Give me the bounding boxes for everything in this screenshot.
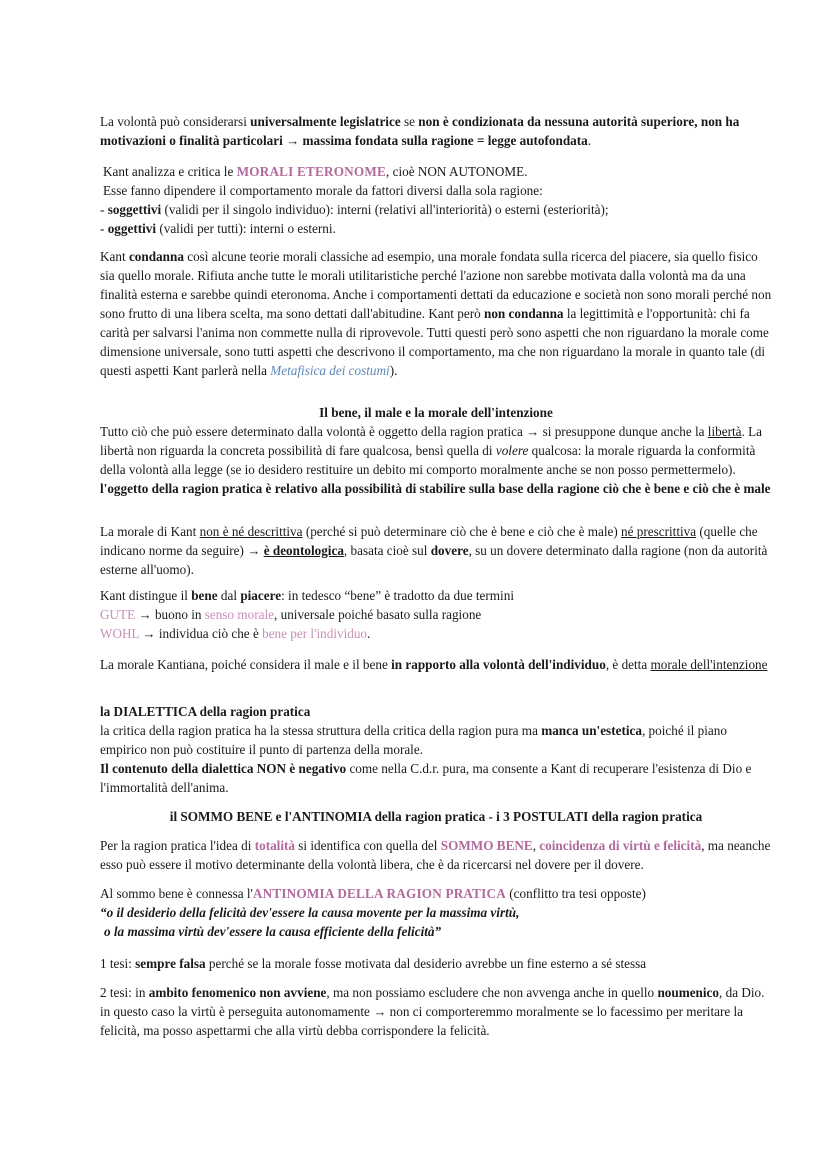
bold-text: universalmente legislatrice bbox=[250, 114, 401, 129]
highlight-term: totalità bbox=[254, 838, 295, 853]
text: perché se la morale fosse motivata dal desiderio avrebbe un fine esterno a sé stessa bbox=[205, 956, 647, 971]
list-item bbox=[100, 219, 772, 238]
text: Per la ragion pratica l'idea di bbox=[100, 838, 255, 853]
underlined-text: libertà bbox=[707, 424, 742, 439]
bullet: - bbox=[100, 221, 108, 236]
paragraph-bene-piacere bbox=[100, 586, 772, 643]
text: Al sommo bene è connessa l' bbox=[100, 886, 253, 901]
book-title-link[interactable]: Metafisica dei costumi bbox=[270, 363, 390, 378]
paragraph-antinomia bbox=[100, 884, 772, 941]
paragraph-totalita bbox=[100, 836, 772, 874]
bold-text: l'oggetto della ragion pratica è relativo alla possibilità di stabilire sulla base della ragione ciò che è bene e ciò che è male bbox=[100, 481, 771, 496]
quote-line: “o il desiderio della felicità dev'essere la causa movente per la massima virtù, bbox=[100, 905, 520, 920]
italic-text: volere bbox=[495, 443, 529, 458]
paragraph-tesi-1 bbox=[100, 954, 772, 973]
text: , poiché il piano empirico non può costituire il punto di partenza della morale. bbox=[100, 723, 727, 757]
paragraph-tesi-2 bbox=[100, 983, 772, 1040]
highlight-term: MORALI ETERONOME bbox=[236, 164, 386, 179]
text: qualcosa: la morale riguarda la conformità della volontà alla legge (se io desidero restituire un debito mi comporto moralmente anche se non posso permettermelo). bbox=[100, 443, 756, 477]
bold-text: manca un'estetica bbox=[541, 723, 642, 738]
bold-text: ambito fenomenico non avviene bbox=[148, 985, 327, 1000]
bullet: - bbox=[100, 202, 108, 217]
text: . La libertà non riguarda la concreta possibilità di fare qualcosa, bensì quella di bbox=[100, 424, 762, 458]
paragraph-volonta-legislatrice bbox=[100, 112, 772, 150]
text: , su un dovere determinato dalla ragione (non da autorità esterne all'uomo). bbox=[100, 543, 768, 577]
bold-text: noumenico bbox=[657, 985, 719, 1000]
text: : in tedesco “bene” è tradotto da due termini bbox=[281, 588, 514, 603]
highlight-term: bene per l'individuo bbox=[262, 626, 368, 641]
bold-text: non è condizionata da nessuna autorità superiore, non ha motivazioni o finalità particolari → massima fondata sulla ragione = legge autofondata bbox=[100, 114, 740, 148]
text: (perché si può determinare ciò che è bene e ciò che è male) bbox=[302, 524, 622, 539]
text: si identifica con quella del bbox=[295, 838, 441, 853]
text: 1 tesi: bbox=[100, 956, 136, 971]
german-term: WOHL bbox=[100, 626, 140, 641]
text: Kant bbox=[100, 249, 129, 264]
term-wohl bbox=[100, 624, 772, 643]
text: ). bbox=[389, 363, 398, 378]
bold-text: Il contenuto della dialettica NON è negativo bbox=[100, 761, 347, 776]
section-heading-dialettica: la DIALETTICA della ragion pratica bbox=[100, 704, 311, 719]
bold-text: soggettivi bbox=[107, 202, 162, 217]
text: , universale poiché basato sulla ragione bbox=[274, 607, 482, 622]
bold-text: bene bbox=[191, 588, 218, 603]
text: 2 tesi: in bbox=[100, 985, 149, 1000]
term-gute bbox=[100, 605, 772, 624]
bold-text: sempre falsa bbox=[135, 956, 206, 971]
text: Tutto ciò che può essere determinato dalla volontà è oggetto della ragion pratica → si presuppone dunque anche la bbox=[100, 424, 708, 439]
paragraph-dialettica bbox=[100, 721, 772, 797]
paragraph-morali-eteronome bbox=[100, 162, 772, 238]
text: così alcune teorie morali classiche ad esempio, una morale fondata sulla ricerca del piacere, sia quello fisico sia quello morale. Rifiuta anche tutte le morali utilitaristiche perché l'azione non sarebbe motivata dalla volontà ma da una finalità esterna e sarebbe quindi eteronoma. Anche i comportamenti dettati da educazione e società non sono morali perché non sono frutto di una libera scelta, ma sono dettati dall'abitudine. Kant però bbox=[100, 249, 772, 321]
underlined-text: né prescrittiva bbox=[621, 524, 697, 539]
text: la legittimità e l'opportunità: chi fa carità per salvarsi l'anima non commette nulla di riprovevole. Tutti questi però sono aspetti che non riguardano la morale come dimensione universale, sono tutti aspetti che descrivono il comportamento, ma che non riguardano la morale in quanto tale (di questi aspetti Kant parlerà nella bbox=[100, 306, 769, 378]
section-heading-sommo-bene: il SOMMO BENE e l'ANTINOMIA della ragion pratica - i 3 POSTULATI della ragion pratica bbox=[169, 809, 703, 824]
text: La volontà può considerarsi bbox=[100, 114, 251, 129]
text: , ma non possiamo escludere che non avvenga anche in quello bbox=[326, 985, 658, 1000]
highlight-term: senso morale bbox=[204, 607, 274, 622]
underlined-text: morale dell'intenzione bbox=[650, 657, 768, 672]
highlight-term: coincidenza di virtù e felicità bbox=[539, 838, 702, 853]
bold-text: piacere bbox=[240, 588, 282, 603]
text: , da Dio. in questo caso la virtù è perseguita autonomamente → non ci comporteremmo moralmente se lo facessimo per meritare la felicità, ma posso aspettarmi che alla virtù debba corrispondere la felicità. bbox=[100, 985, 765, 1038]
underlined-text: non è né descrittiva bbox=[199, 524, 303, 539]
text: . bbox=[587, 133, 592, 148]
text: , ma neanche esso può essere il motivo determinante della volontà libera, che è da ricercarsi nel dovere per il dovere. bbox=[100, 838, 771, 872]
text: → individua ciò che è bbox=[139, 626, 263, 641]
text: dal bbox=[217, 588, 241, 603]
text: se bbox=[400, 114, 419, 129]
text: . bbox=[367, 626, 371, 641]
highlight-term: SOMMO BENE bbox=[440, 838, 533, 853]
text: , bbox=[532, 838, 540, 853]
line bbox=[100, 586, 772, 605]
paragraph-morale-intenzione bbox=[100, 655, 772, 674]
bold-underlined-text: è deontologica bbox=[263, 543, 344, 558]
bold-text: oggettivi bbox=[107, 221, 157, 236]
paragraph-ragion-pratica bbox=[100, 422, 772, 498]
text: , basata cioè sul bbox=[343, 543, 431, 558]
highlight-term: ANTINOMIA DELLA RAGION PRATICA bbox=[252, 886, 506, 901]
text: La morale Kantiana, poiché considera il male e il bene bbox=[100, 657, 392, 672]
paragraph-morale-deontologica bbox=[100, 522, 772, 579]
text: La morale di Kant bbox=[100, 524, 200, 539]
text: (conflitto tra tesi opposte) bbox=[505, 886, 646, 901]
section-heading-bene-male: Il bene, il male e la morale dell'intenzione bbox=[319, 405, 553, 420]
text: , cioè NON AUTONOME. bbox=[386, 164, 528, 179]
list-item bbox=[100, 200, 772, 219]
text: Kant distingue il bbox=[100, 588, 192, 603]
line bbox=[100, 884, 772, 903]
paragraph-kant-condanna bbox=[100, 247, 772, 380]
bold-text: in rapporto alla volontà dell'individuo bbox=[391, 657, 606, 672]
line bbox=[100, 162, 772, 181]
text: (validi per il singolo individuo): interni (relativi all'interiorità) o esterni (esteriorità); bbox=[161, 202, 609, 217]
bold-text: non condanna bbox=[483, 306, 564, 321]
text: (quelle che indicano norme da seguire) → bbox=[100, 524, 758, 558]
text: → buono in bbox=[135, 607, 205, 622]
bold-text: dovere bbox=[430, 543, 469, 558]
german-term: GUTE bbox=[100, 607, 136, 622]
text: Kant analizza e critica le bbox=[103, 164, 237, 179]
bold-text: condanna bbox=[128, 249, 184, 264]
line: Esse fanno dipendere il comportamento morale da fattori diversi dalla sola ragione: bbox=[103, 183, 543, 198]
text: come nella C.d.r. pura, ma consente a Kant di recuperare l'esistenza di Dio e l'immortalità dell'anima. bbox=[100, 761, 752, 795]
quote-line: o la massima virtù dev'essere la causa efficiente della felicità” bbox=[104, 924, 442, 939]
text: la critica della ragion pratica ha la stessa struttura della critica della ragion pura ma bbox=[100, 723, 542, 738]
text: , è detta bbox=[605, 657, 651, 672]
text: (validi per tutti): interni o esterni. bbox=[156, 221, 336, 236]
